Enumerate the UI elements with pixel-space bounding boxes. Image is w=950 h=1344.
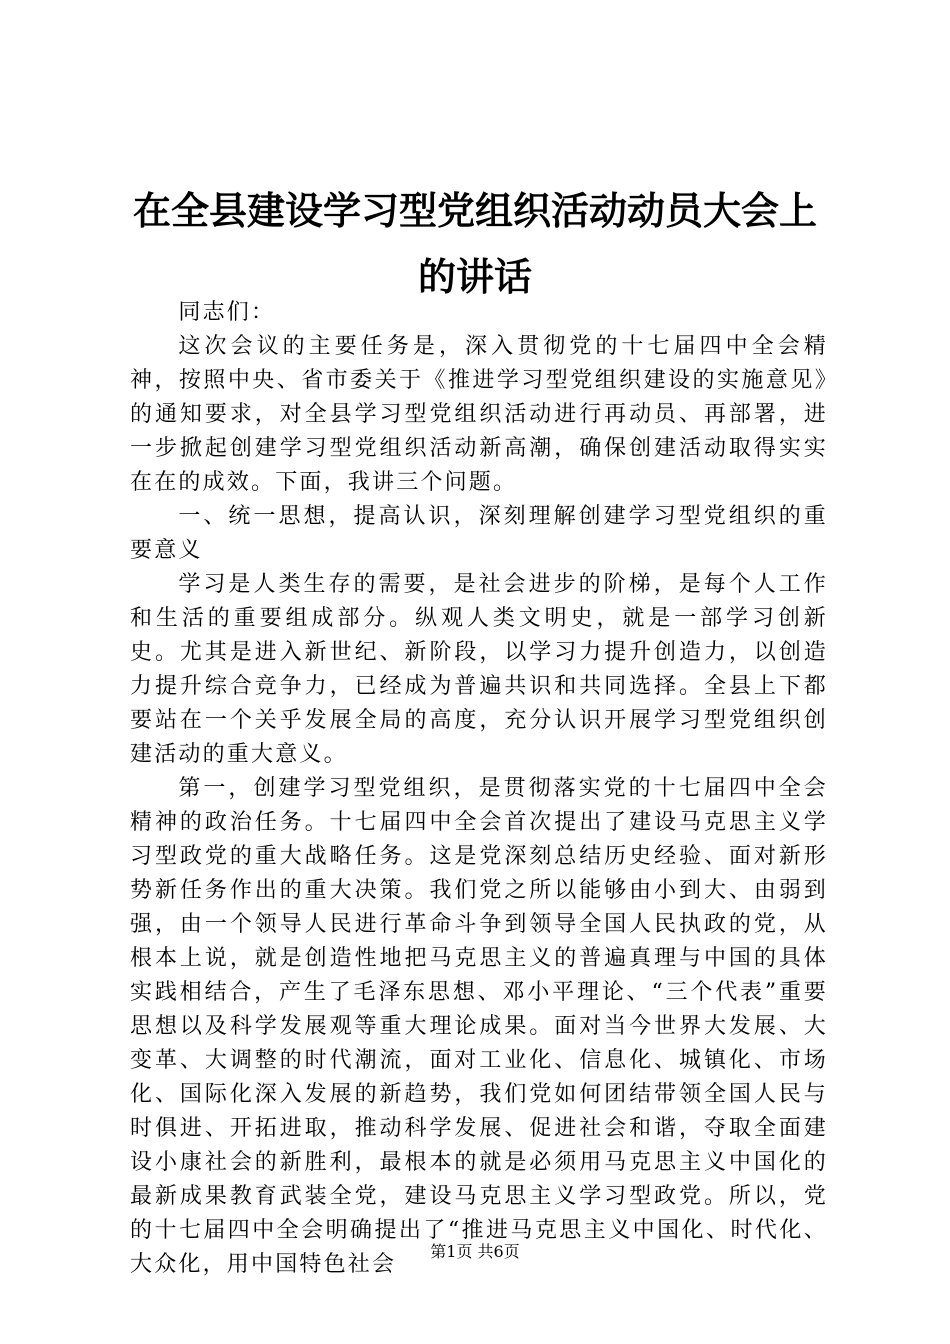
body-paragraph: 第一，创建学习型党组织，是贯彻落实党的十七届四中全会精神的政治任务。十七届四中全会首次提出了建设马克思主义学习型政党的重大战略任务。这是党深刻总结历史经验、面对新形势新任务作出的重大决策。我们党之所以能够由小到大、由弱到强，由一个领导人民进行革命斗争到领导全国人民执政的党，从根本上说，就是创造性地把马克思主义的普遍真理与中国的具体实践相结合，产生了毛泽东思想、邓小平理论、“三个代表”重要思想以及科学发展观等重大理论成果。面对当今世界大发展、大变革、大调整的时代潮流，面对工业化、信息化、城镇化、市场化、国际化深入发展的新趋势，我们党如何团结带领全国人民与时俱进、开拓进取，推动科学发展、促进社会和谐，夺取全面建设小康社会的新胜利，最根本的就是必须用马克思主义中国化的最新成果教育武装全党，建设马克思主义学习型政党。所以，党的十七届四中全会明确提出了“推进马克思主义中国化、时代化、大众化，用中国特色社会: [130, 776, 828, 1277]
salutation-paragraph: 同志们：: [178, 300, 276, 325]
document-title: 在全县建设学习型党组织活动动员大会上的讲话: [132, 188, 817, 299]
document-body: [130, 296, 828, 1282]
intro-paragraph: 这次会议的主要任务是，深入贯彻党的十七届四中全会精神，按照中央、省市委关于《推进学习型党组织建设的实施意见》的通知要求，对全县学习型党组织活动进行再动员、再部署，进一步掀起创建学习型党组织活动新高潮，确保创建活动取得实实在在的成效。下面，我讲三个问题。: [130, 334, 828, 495]
page-number-footer: 第1页 共6页: [430, 1242, 520, 1261]
body-paragraph: 学习是人类生存的需要，是社会进步的阶梯，是每个人工作和生活的重要组成部分。纵观人类文明史，就是一部学习创新史。尤其是进入新世纪、新阶段，以学习力提升创造力，以创造力提升综合竞争力，已经成为普遍共识和共同选择。全县上下都要站在一个关乎发展全局的高度，充分认识开展学习型党组织创建活动的重大意义。: [130, 572, 828, 767]
section-heading-one: 一、统一思想，提高认识，深刻理解创建学习型党组织的重要意义: [130, 504, 828, 563]
